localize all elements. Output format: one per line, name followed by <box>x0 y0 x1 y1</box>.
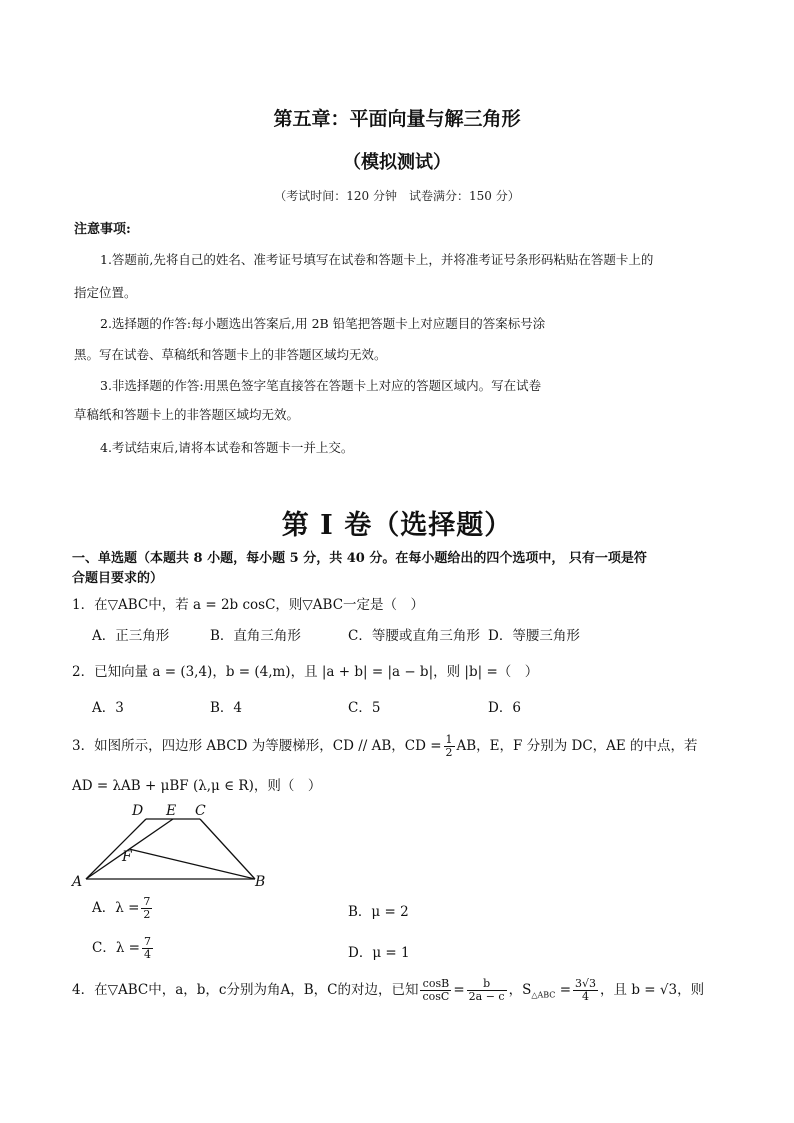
question-3-fraction-num: 1 <box>445 733 453 746</box>
question-3-option-c-fraction <box>142 936 153 961</box>
question-4-equals-2: = <box>555 982 572 998</box>
question-1-text: 1．在▽ABC中，若 a = 2b cosC，则▽ABC一定是（ ） <box>72 597 425 613</box>
notice-item-1-line-1: 1.答题前,先将自己的姓名、准考证号填写在试卷和答题卡上，并将准考证号条形码粘贴在答题卡上的 <box>100 252 654 267</box>
label-a: A <box>72 874 83 890</box>
section-heading-line-1: 一、单选题（本题共 8 小题，每小题 5 分，共 40 分。在每小题给出的四个选项中， 只有一项是符 <box>72 551 647 566</box>
notice-item-2-line-2: 黑。写在试卷、草稿纸和答题卡上的非答题区域均无效。 <box>74 347 387 362</box>
question-4-fraction-2-num: b <box>467 978 507 991</box>
question-4-equals: = <box>453 982 465 998</box>
exam-info: （考试时间：120 分钟 试卷满分：150 分） <box>274 189 520 203</box>
question-4-fraction-3-num: 3√3 <box>575 977 597 990</box>
question-3-option-a-num: 7 <box>143 895 151 908</box>
label-b: B <box>255 874 266 890</box>
notice-item-3-line-1: 3.非选择题的作答:用黑色签字笔直接答在答题卡上对应的答题区域内。写在试卷 <box>100 378 542 393</box>
page-title: 第五章：平面向量与解三角形 <box>273 108 521 130</box>
question-4-fraction-1-num: cosB <box>420 978 451 991</box>
notice-heading: 注意事项: <box>74 222 131 237</box>
question-4-fraction-1 <box>420 978 451 1003</box>
label-d: D <box>132 803 144 819</box>
question-3-line-2: AD = λAB + μBF (λ,μ ∈ R)，则（ ） <box>72 778 322 794</box>
label-f: F <box>122 849 132 865</box>
question-3-option-d: D．μ = 1 <box>348 945 410 961</box>
question-3-option-c-den: 4 <box>144 948 151 961</box>
question-2-option-b: B．4 <box>210 700 243 716</box>
question-4-text-b: ，S <box>508 982 532 998</box>
question-3-line-1-b: AB，E，F 分别为 DC，AE 的中点，若 <box>456 738 698 754</box>
question-2-option-a: A．3 <box>92 700 124 716</box>
trapezoid-figure <box>66 800 276 892</box>
notice-item-3-line-2: 草稿纸和答题卡上的非答题区域均无效。 <box>74 407 300 422</box>
segment-fb <box>129 849 255 879</box>
question-4-fraction-2 <box>467 978 507 1003</box>
segment-ad <box>86 819 146 879</box>
question-3-option-b: B．μ = 2 <box>348 904 409 920</box>
question-3-option-c-num: 7 <box>144 935 151 948</box>
question-4-fraction-3 <box>573 978 598 1003</box>
question-3-fraction <box>444 734 455 759</box>
question-1-option-b: B．直角三角形 <box>210 628 301 644</box>
notice-item-4: 4.考试结束后,请将本试卷和答题卡一并上交。 <box>100 440 354 455</box>
label-e: E <box>166 803 177 819</box>
notice-item-1-line-2: 指定位置。 <box>74 285 137 300</box>
question-3-option-c <box>92 936 155 961</box>
question-4-fraction-1-den: cosC <box>422 990 450 1003</box>
question-4-text <box>72 978 704 1003</box>
question-4-fraction-3-den: 4 <box>582 990 590 1003</box>
question-4-text-c: ，且 b = √3，则 <box>600 982 705 998</box>
question-4-text-a: 4．在▽ABC中，a，b，c分别为角A，B，C的对边，已知 <box>72 982 419 998</box>
question-3-line-1 <box>72 734 698 759</box>
question-1-option-c: C．等腰或直角三角形 <box>348 628 480 644</box>
question-2-option-c: C．5 <box>348 700 381 716</box>
question-2-option-d: D．6 <box>488 700 521 716</box>
question-3-option-a-den: 2 <box>143 908 151 921</box>
question-3-fraction-den: 2 <box>445 746 453 759</box>
page-subtitle: （模拟测试） <box>343 152 451 173</box>
question-1-option-d: D．等腰三角形 <box>488 628 580 644</box>
question-3-option-a-fraction <box>141 896 152 921</box>
question-4-fraction-2-den: 2a − c <box>468 990 505 1003</box>
label-c: C <box>195 803 206 819</box>
notice-item-2-line-1: 2.选择题的作答:每小题选出答案后,用 2B 铅笔把答题卡上对应题目的答案标号涂 <box>100 316 546 331</box>
part-title: 第 I 卷（选择题） <box>281 510 513 541</box>
question-3-option-a <box>92 896 154 921</box>
section-heading-line-2: 合题目要求的） <box>72 571 164 586</box>
question-3-option-c-text: C．λ = <box>92 940 140 956</box>
question-3-option-a-text: A．λ = <box>92 900 140 916</box>
question-3-line-1-a: 3．如图所示，四边形 ABCD 为等腰梯形，CD // AB，CD = <box>72 738 442 754</box>
question-2-text: 2．已知向量 a = (3,4)，b = (4,m)，且 |a + b| = |a − b|，则 |b| =（ ） <box>72 664 539 680</box>
question-4-subscript: △ABC <box>531 990 556 1000</box>
segment-cb <box>200 819 255 879</box>
question-1-option-a: A．正三角形 <box>92 628 170 644</box>
